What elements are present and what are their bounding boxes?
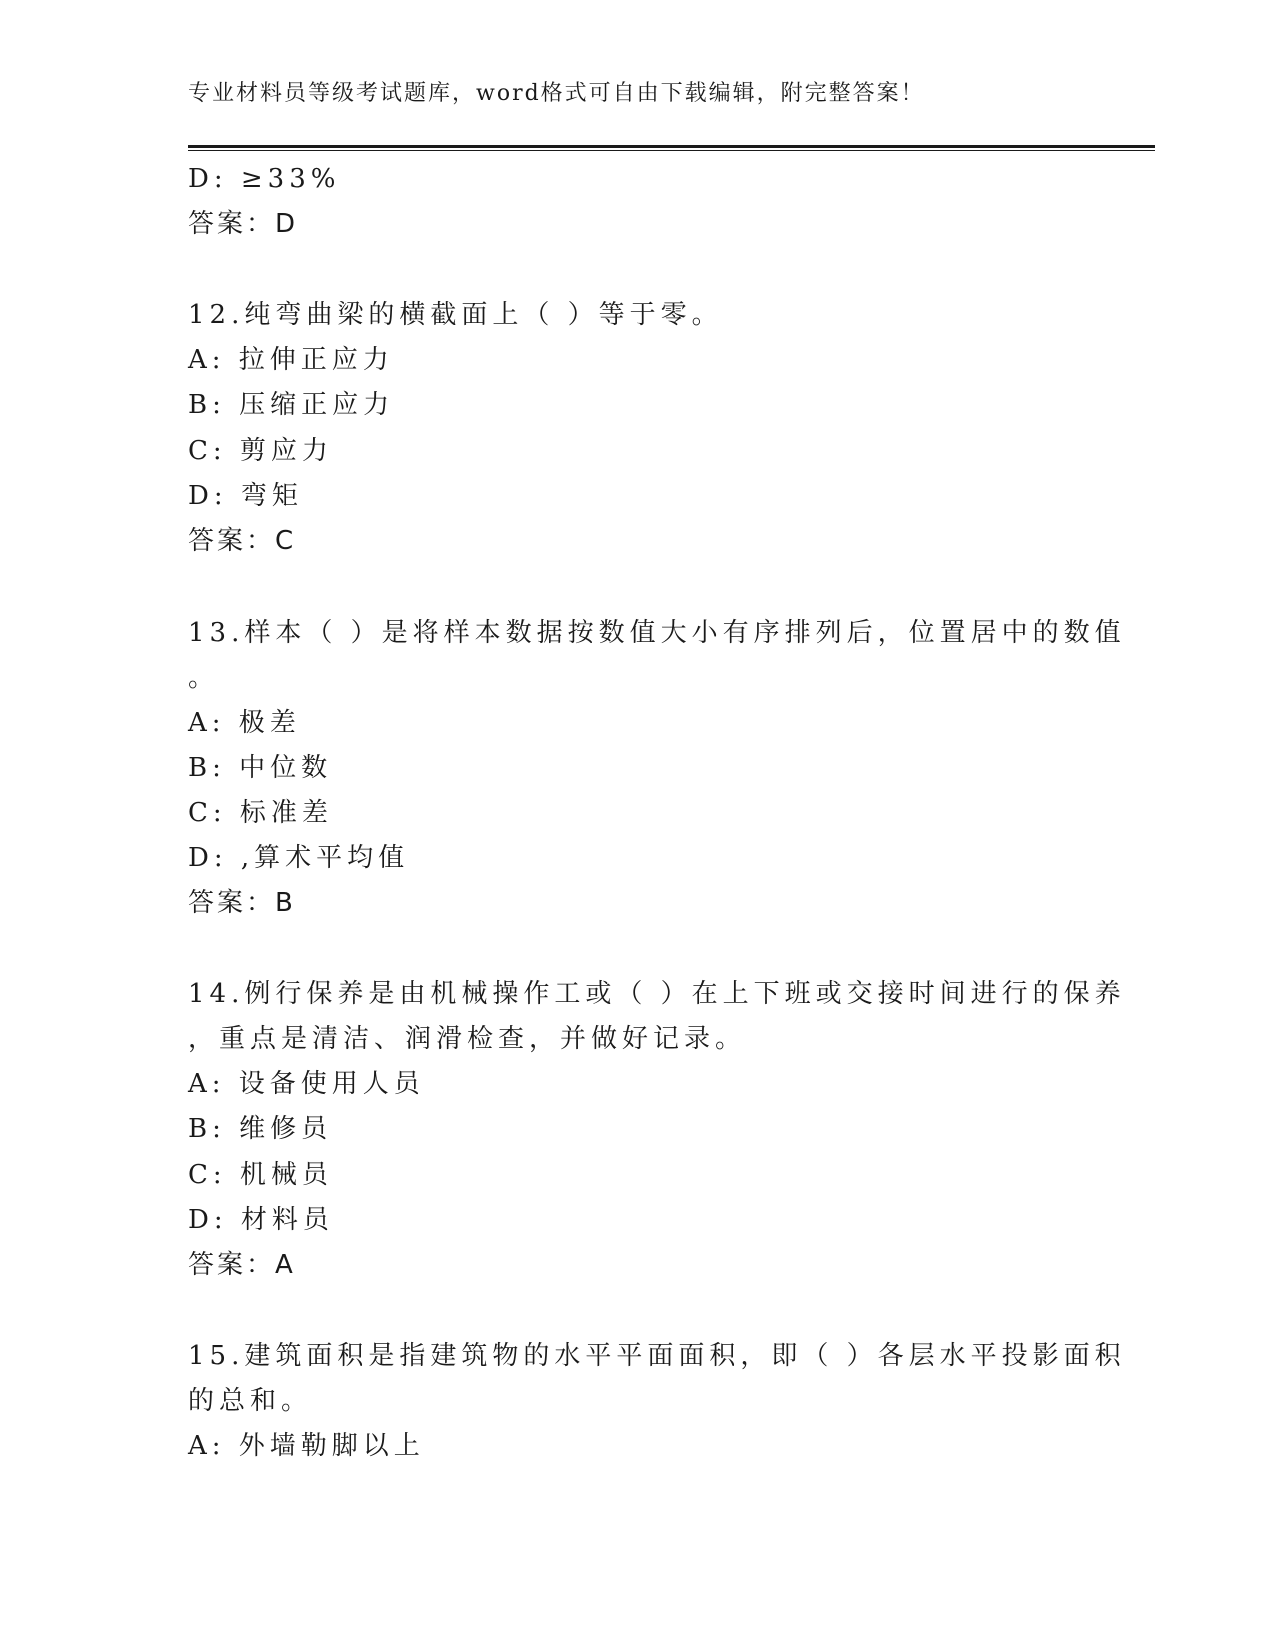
- option-line: D: ≥33%: [188, 164, 341, 194]
- option-line: B: 压缩正应力: [188, 390, 395, 420]
- answer-line: 答案：D: [188, 209, 299, 239]
- option-line: B: 中位数: [188, 753, 333, 783]
- answer-line: 答案：A: [188, 1250, 296, 1280]
- question-text: 14.例行保养是由机械操作工或（ ）在上下班或交接时间进行的保养: [188, 979, 1126, 1009]
- option-line: D: 材料员: [188, 1205, 334, 1235]
- option-line: C: 标准差: [188, 798, 333, 828]
- question-text: 13.样本（ ）是将样本数据按数值大小有序排列后，位置居中的数值: [188, 618, 1126, 648]
- option-line: B: 维修员: [188, 1114, 333, 1144]
- answer-line: 答案：C: [188, 526, 297, 556]
- option-line: A: 极差: [188, 708, 301, 738]
- header-rule-thin: [188, 150, 1155, 151]
- question-text: 12.纯弯曲梁的横截面上（ ）等于零。: [188, 300, 723, 330]
- question-text: ，重点是清洁、润滑检查，并做好记录。: [188, 1024, 747, 1054]
- question-text: 的总和。: [188, 1386, 313, 1416]
- page-header: 专业材料员等级考试题库，word格式可自由下载编辑，附完整答案！: [188, 81, 925, 106]
- option-line: D: ,算术平均值: [188, 843, 410, 873]
- option-line: D: 弯矩: [188, 481, 303, 511]
- option-line: C: 机械员: [188, 1160, 333, 1190]
- question-text: 。: [188, 663, 220, 693]
- answer-line: 答案：B: [188, 888, 296, 918]
- option-line: A: 设备使用人员: [188, 1069, 425, 1099]
- question-text: 15.建筑面积是指建筑物的水平平面面积，即（ ）各层水平投影面积: [188, 1341, 1126, 1371]
- option-line: A: 外墙勒脚以上: [188, 1431, 425, 1461]
- option-line: A: 拉伸正应力: [188, 345, 394, 375]
- header-rule-thick: [188, 145, 1155, 148]
- option-line: C: 剪应力: [188, 436, 333, 466]
